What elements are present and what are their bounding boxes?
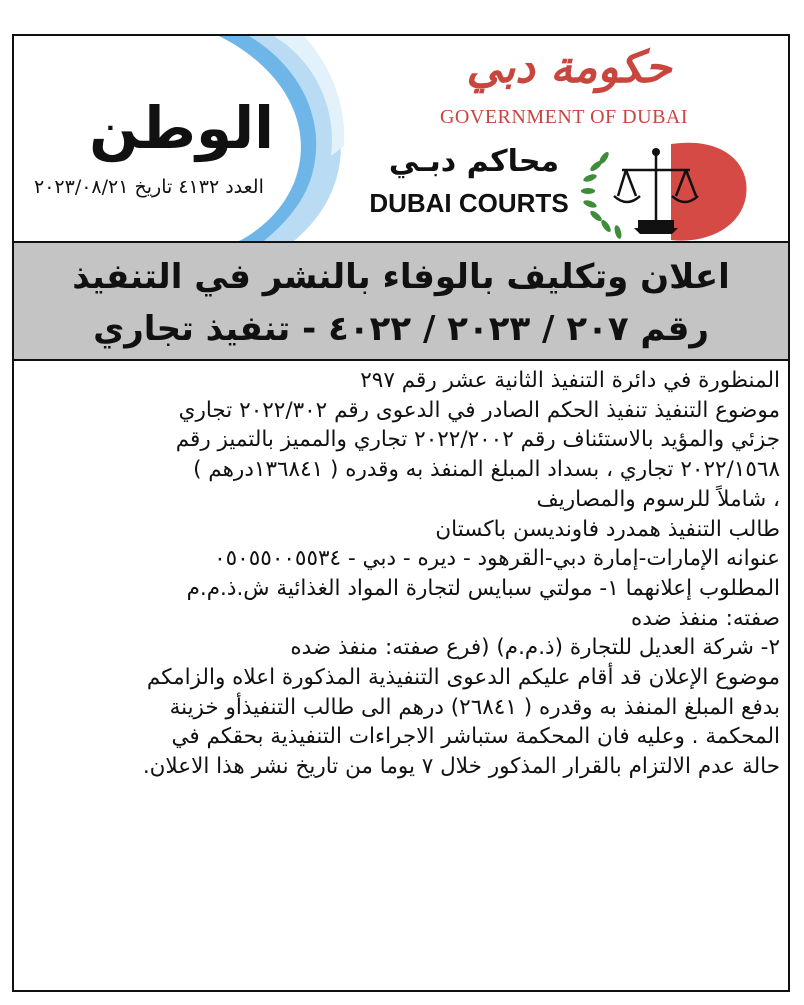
announcement-title: اعلان وتكليف بالوفاء بالنشر في التنفيذ [72,257,730,297]
body-line: ٢٠٢٢/١٥٦٨ تجاري ، بسداد المبلغ المنفذ به وقدره ( ١٣٦٨٤١درهم ) [193,457,780,483]
case-number-title: رقم ٢٠٧ / ٢٠٢٣ / ٤٠٢٢ - تنفيذ تجاري [93,309,709,349]
header [14,36,788,241]
body-line: المنظورة في دائرة التنفيذ الثانية عشر رقم ٢٩٧ [360,368,780,393]
body-line: موضوع التنفيذ تنفيذ الحكم الصادر في الدعوى رقم ٢٠٢٢/٣٠٢ تجاري [178,397,780,423]
body-line: صفته: منفذ ضده [630,605,780,631]
body-line: المحكمة . وعليه فان المحكمة ستباشر الاجراءات التنفيذية بحقكم في [171,724,780,750]
title-band [14,241,788,361]
body-line: ، شاملاً للرسوم والمصاريف [536,486,780,512]
courts-name-arabic: محاكم دبـي [388,144,560,179]
government-logo-english: GOVERNMENT OF DUBAI [439,106,689,128]
scales-of-justice-icon [576,136,756,244]
body-line: موضوع الإعلان قد أقام عليكم الدعوى التنفيذية المذكورة اعلاه والزامكم [146,665,780,691]
issue-line: العدد ٤١٣٢ تاريخ ٢٠٢٣/٠٨/٢١ [34,176,264,198]
government-logo-arabic: حكومة دبي [466,42,672,93]
courts-name-english: DUBAI COURTS [369,188,569,218]
announcement-body [22,366,780,782]
body-line: عنوانه الإمارات-إمارة دبي-القرهود - ديره - دبي - ٠٥٠٥٥٠٠٥٥٣٤ [214,546,780,572]
body-line: جزئي والمؤيد بالاستئناف رقم ٢٠٢٢/٢٠٠٢ تجاري والمميز بالتميز رقم [175,427,780,453]
body-line: ٢- شركة العديل للتجارة (ذ.م.م) (فرع صفته: منفذ ضده [290,635,780,661]
body-line: المطلوب إعلانهما ١- مولتي سبايس لتجارة المواد الغذائية ش.ذ.م.م [186,575,780,601]
body-line: طالب التنفيذ همدرد فاونديسن باكستان [435,516,780,542]
announcement-frame [12,34,790,992]
body-line: حالة عدم الالتزام بالقرار المذكور خلال ٧ يوما من تاريخ نشر هذا الاعلان. [142,754,780,780]
newspaper-name: الوطن [89,94,274,162]
body-line: بدفع المبلغ المنفذ به وقدره ( ٢٦٨٤١) درهم الى طالب التنفيذأو خزينة [169,694,780,720]
